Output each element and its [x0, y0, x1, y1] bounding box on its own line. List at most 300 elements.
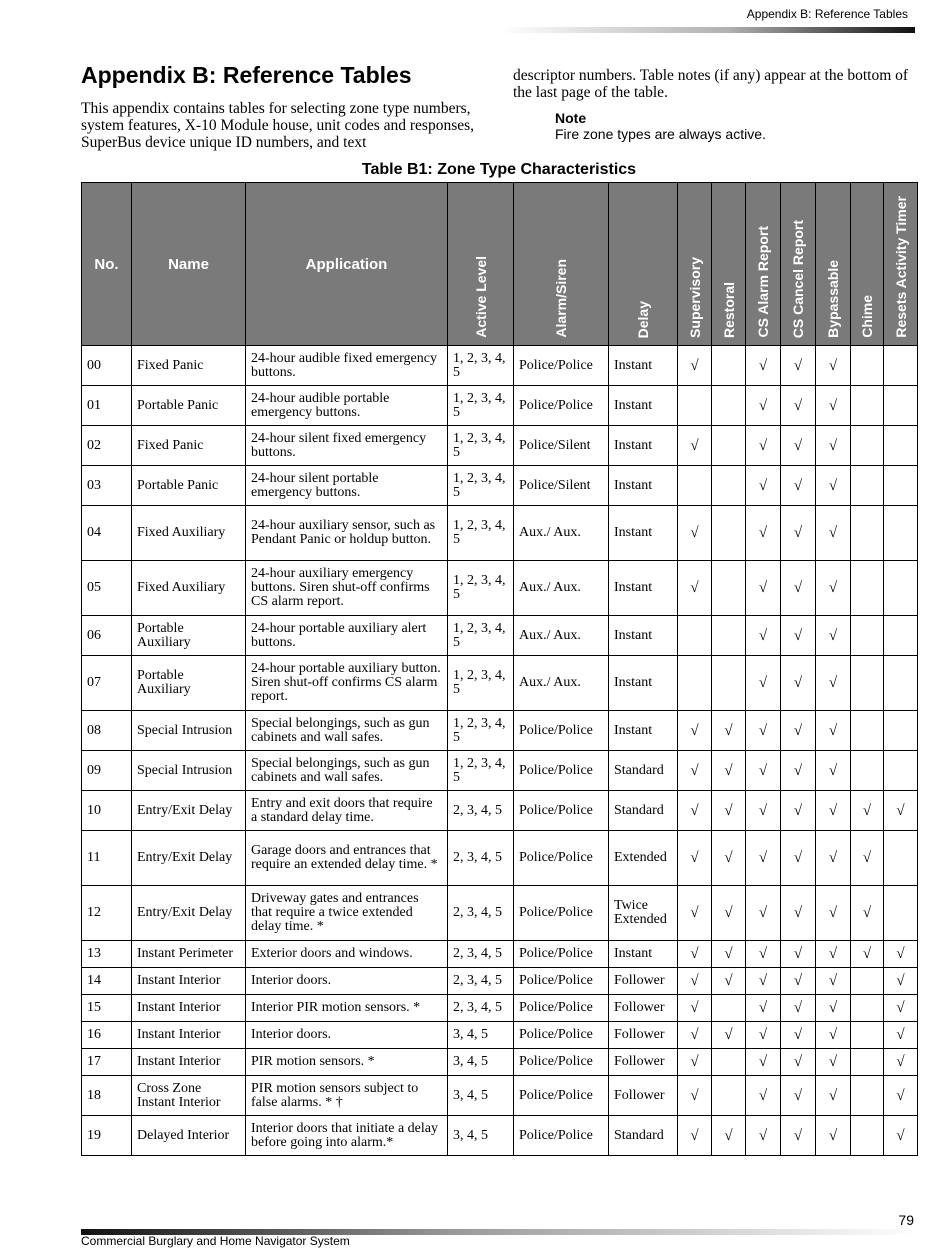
cell-chime [851, 886, 884, 941]
cell-chime [851, 656, 884, 711]
check-mark-icon: √ [793, 357, 803, 374]
cell-cs-cancel-report [781, 968, 816, 995]
cell-bypassable [816, 346, 851, 386]
check-mark-icon: √ [828, 437, 838, 454]
cell-supervisory [678, 1049, 712, 1076]
table-row [82, 346, 918, 386]
check-mark-icon: √ [896, 973, 905, 989]
check-mark-icon: √ [690, 1127, 699, 1144]
cell-no: 18 [82, 1076, 132, 1116]
check-mark-icon: √ [828, 675, 838, 691]
cell-cs-alarm-report [746, 968, 781, 995]
cell-active-level: 3, 4, 5 [448, 1076, 514, 1116]
cell-resets-activity-timer [884, 1022, 918, 1049]
check-mark-icon: √ [862, 850, 872, 866]
cell-active-level: 2, 3, 4, 5 [448, 995, 514, 1022]
check-mark-icon: √ [690, 850, 699, 866]
cell-cs-alarm-report [746, 941, 781, 968]
cell-active-level: 1, 2, 3, 4, 5 [448, 506, 514, 561]
table-row [82, 656, 918, 711]
cell-bypassable [816, 886, 851, 941]
cell-name: Fixed Auxiliary [132, 506, 246, 561]
cell-restoral [712, 1022, 746, 1049]
cell-cs-cancel-report [781, 426, 816, 466]
cell-name: Instant Interior [132, 995, 246, 1022]
check-mark-icon: √ [793, 905, 803, 921]
cell-cs-alarm-report [746, 506, 781, 561]
check-mark-icon: √ [724, 1127, 733, 1144]
cell-chime [851, 1116, 884, 1156]
cell-cs-alarm-report [746, 561, 781, 616]
cell-resets-activity-timer [884, 616, 918, 656]
cell-bypassable [816, 995, 851, 1022]
cell-alarm-siren: Police/Police [514, 751, 609, 791]
cell-delay: Instant [609, 616, 678, 656]
cell-resets-activity-timer [884, 1116, 918, 1156]
check-mark-icon: √ [690, 722, 699, 739]
cell-bypassable [816, 616, 851, 656]
cell-name: Portable Auxiliary [132, 616, 246, 656]
cell-resets-activity-timer [884, 791, 918, 831]
cell-bypassable [816, 941, 851, 968]
cell-cs-cancel-report [781, 995, 816, 1022]
table-row [82, 711, 918, 751]
cell-chime [851, 831, 884, 886]
check-mark-icon: √ [896, 1000, 905, 1016]
cell-alarm-siren: Police/Police [514, 346, 609, 386]
cell-supervisory [678, 1022, 712, 1049]
cell-resets-activity-timer [884, 466, 918, 506]
check-mark-icon: √ [896, 1027, 905, 1043]
cell-application: Interior doors that initiate a delay before going into alarm.* [246, 1116, 448, 1156]
col-header-restoral-label: Restoral [720, 281, 737, 338]
cell-cs-cancel-report [781, 886, 816, 941]
cell-delay: Extended [609, 831, 678, 886]
cell-name: Fixed Panic [132, 346, 246, 386]
cell-name: Instant Interior [132, 1022, 246, 1049]
table-body [82, 346, 918, 1156]
cell-supervisory [678, 1076, 712, 1116]
check-mark-icon: √ [828, 525, 838, 541]
col-header-chime-label: Chime [859, 295, 875, 338]
table-row [82, 968, 918, 995]
cell-no: 00 [82, 346, 132, 386]
cell-resets-activity-timer [884, 995, 918, 1022]
check-mark-icon: √ [828, 580, 838, 596]
cell-supervisory [678, 995, 712, 1022]
check-mark-icon: √ [758, 802, 768, 819]
cell-no: 07 [82, 656, 132, 711]
cell-chime [851, 466, 884, 506]
cell-bypassable [816, 1116, 851, 1156]
cell-cs-cancel-report [781, 831, 816, 886]
cell-name: Special Intrusion [132, 711, 246, 751]
col-header-resets-activity-timer-label: Resets Activity Timer [892, 196, 909, 338]
intro-paragraph-right: descriptor numbers. Table notes (if any) appear at the bottom of the last page of the table. [513, 67, 909, 101]
cell-application: 24-hour audible portable emergency buttons. [246, 386, 448, 426]
check-mark-icon: √ [758, 627, 768, 644]
cell-active-level: 3, 4, 5 [448, 1049, 514, 1076]
cell-bypassable [816, 1022, 851, 1049]
cell-cs-cancel-report [781, 656, 816, 711]
cell-chime [851, 1022, 884, 1049]
cell-no: 16 [82, 1022, 132, 1049]
cell-application: Interior PIR motion sensors. * [246, 995, 448, 1022]
check-mark-icon: √ [724, 946, 733, 962]
cell-cs-alarm-report [746, 656, 781, 711]
cell-delay: Standard [609, 791, 678, 831]
cell-active-level: 1, 2, 3, 4, 5 [448, 386, 514, 426]
cell-chime [851, 561, 884, 616]
cell-cs-cancel-report [781, 506, 816, 561]
check-mark-icon: √ [758, 525, 768, 541]
cell-restoral [712, 886, 746, 941]
cell-supervisory [678, 751, 712, 791]
cell-bypassable [816, 426, 851, 466]
cell-application: Interior doors. [246, 1022, 448, 1049]
check-mark-icon: √ [690, 905, 699, 921]
cell-cs-alarm-report [746, 831, 781, 886]
cell-application: Special belongings, such as gun cabinets and wall safes. [246, 751, 448, 791]
cell-bypassable [816, 386, 851, 426]
cell-bypassable [816, 1049, 851, 1076]
col-header-active-level-label: Active Level [472, 256, 489, 338]
table-row [82, 941, 918, 968]
cell-restoral [712, 386, 746, 426]
cell-no: 19 [82, 1116, 132, 1156]
cell-name: Entry/Exit Delay [132, 886, 246, 941]
note-heading: Note [555, 110, 587, 126]
check-mark-icon: √ [724, 1027, 733, 1043]
cell-alarm-siren: Aux./ Aux. [514, 616, 609, 656]
cell-application: 24-hour portable auxiliary alert buttons. [246, 616, 448, 656]
cell-no: 01 [82, 386, 132, 426]
check-mark-icon: √ [828, 1027, 838, 1043]
cell-resets-activity-timer [884, 346, 918, 386]
cell-cs-cancel-report [781, 711, 816, 751]
col-header-alarm-siren [514, 183, 609, 346]
cell-restoral [712, 941, 746, 968]
cell-cs-cancel-report [781, 791, 816, 831]
check-mark-icon: √ [793, 802, 803, 819]
cell-cs-cancel-report [781, 616, 816, 656]
cell-supervisory [678, 616, 712, 656]
cell-restoral [712, 1049, 746, 1076]
cell-active-level: 1, 2, 3, 4, 5 [448, 656, 514, 711]
cell-bypassable [816, 1076, 851, 1116]
cell-resets-activity-timer [884, 711, 918, 751]
cell-cs-alarm-report [746, 1116, 781, 1156]
cell-delay: Follower [609, 1049, 678, 1076]
cell-active-level: 2, 3, 4, 5 [448, 941, 514, 968]
check-mark-icon: √ [758, 762, 768, 779]
cell-cs-cancel-report [781, 466, 816, 506]
cell-bypassable [816, 751, 851, 791]
cell-resets-activity-timer [884, 886, 918, 941]
cell-delay: Instant [609, 506, 678, 561]
cell-alarm-siren: Aux./ Aux. [514, 506, 609, 561]
check-mark-icon: √ [758, 722, 768, 739]
col-header-application: Application [246, 183, 448, 346]
note-text: Fire zone types are always active. [555, 126, 766, 142]
cell-alarm-siren: Police/Silent [514, 466, 609, 506]
cell-cs-alarm-report [746, 616, 781, 656]
cell-application: 24-hour auxiliary sensor, such as Pendant Panic or holdup button. [246, 506, 448, 561]
cell-name: Portable Panic [132, 466, 246, 506]
check-mark-icon: √ [793, 675, 803, 691]
cell-resets-activity-timer [884, 1076, 918, 1116]
cell-chime [851, 995, 884, 1022]
check-mark-icon: √ [793, 1000, 803, 1016]
check-mark-icon: √ [793, 1027, 803, 1043]
cell-cs-cancel-report [781, 1116, 816, 1156]
cell-chime [851, 506, 884, 561]
col-header-cs-alarm-report [746, 183, 781, 346]
cell-bypassable [816, 506, 851, 561]
check-mark-icon: √ [758, 1087, 768, 1104]
cell-supervisory [678, 506, 712, 561]
cell-cs-alarm-report [746, 346, 781, 386]
cell-supervisory [678, 426, 712, 466]
cell-alarm-siren: Police/Police [514, 886, 609, 941]
cell-application: 24-hour silent fixed emergency buttons. [246, 426, 448, 466]
check-mark-icon: √ [828, 850, 838, 866]
cell-cs-alarm-report [746, 386, 781, 426]
cell-no: 10 [82, 791, 132, 831]
check-mark-icon: √ [793, 1054, 803, 1070]
note-box [555, 110, 766, 142]
cell-alarm-siren: Police/Police [514, 941, 609, 968]
cell-active-level: 3, 4, 5 [448, 1116, 514, 1156]
cell-supervisory [678, 968, 712, 995]
check-mark-icon: √ [724, 802, 733, 819]
table-caption: Table B1: Zone Type Characteristics [361, 161, 637, 178]
cell-restoral [712, 561, 746, 616]
page-number: 79 [898, 1212, 914, 1228]
check-mark-icon: √ [724, 905, 733, 921]
cell-delay: Follower [609, 995, 678, 1022]
cell-supervisory [678, 346, 712, 386]
cell-delay: Instant [609, 711, 678, 751]
cell-chime [851, 1076, 884, 1116]
check-mark-icon: √ [724, 973, 733, 989]
table-row [82, 1116, 918, 1156]
cell-no: 15 [82, 995, 132, 1022]
col-header-restoral [712, 183, 746, 346]
cell-active-level: 2, 3, 4, 5 [448, 791, 514, 831]
cell-delay: Instant [609, 386, 678, 426]
col-header-active-level [448, 183, 514, 346]
table-row [82, 1076, 918, 1116]
check-mark-icon: √ [828, 973, 838, 989]
cell-resets-activity-timer [884, 1049, 918, 1076]
cell-chime [851, 346, 884, 386]
cell-active-level: 1, 2, 3, 4, 5 [448, 426, 514, 466]
check-mark-icon: √ [690, 1027, 699, 1043]
cell-chime [851, 386, 884, 426]
cell-bypassable [816, 968, 851, 995]
check-mark-icon: √ [828, 905, 838, 921]
cell-delay: Standard [609, 751, 678, 791]
cell-cs-alarm-report [746, 791, 781, 831]
cell-no: 08 [82, 711, 132, 751]
check-mark-icon: √ [758, 437, 768, 454]
cell-alarm-siren: Police/Police [514, 1116, 609, 1156]
table-row [82, 1022, 918, 1049]
cell-application: Garage doors and entrances that require an extended delay time. * [246, 831, 448, 886]
cell-cs-alarm-report [746, 466, 781, 506]
check-mark-icon: √ [828, 1054, 838, 1070]
cell-delay: Instant [609, 561, 678, 616]
col-header-no: No. [82, 183, 132, 346]
check-mark-icon: √ [828, 946, 838, 962]
cell-chime [851, 751, 884, 791]
cell-supervisory [678, 941, 712, 968]
col-header-delay [609, 183, 678, 346]
cell-application: 24-hour auxiliary emergency buttons. Siren shut-off confirms CS alarm report. [246, 561, 448, 616]
cell-no: 06 [82, 616, 132, 656]
cell-cs-cancel-report [781, 1076, 816, 1116]
cell-cs-alarm-report [746, 1076, 781, 1116]
cell-application: 24-hour portable auxiliary button. Siren shut-off confirms CS alarm report. [246, 656, 448, 711]
table-row [82, 386, 918, 426]
cell-name: Fixed Panic [132, 426, 246, 466]
col-header-supervisory [678, 183, 712, 346]
check-mark-icon: √ [828, 627, 838, 644]
table-row [82, 466, 918, 506]
cell-no: 03 [82, 466, 132, 506]
check-mark-icon: √ [758, 477, 768, 494]
col-header-cs-cancel-report-label: CS Cancel Report [790, 219, 806, 338]
cell-alarm-siren: Police/Silent [514, 426, 609, 466]
cell-cs-alarm-report [746, 1022, 781, 1049]
cell-restoral [712, 466, 746, 506]
col-header-cs-alarm-report-label: CS Alarm Report [755, 226, 771, 338]
check-mark-icon: √ [828, 1127, 838, 1144]
cell-name: Fixed Auxiliary [132, 561, 246, 616]
check-mark-icon: √ [690, 1087, 699, 1104]
check-mark-icon: √ [724, 722, 733, 739]
check-mark-icon: √ [758, 946, 768, 962]
check-mark-icon: √ [690, 357, 699, 374]
cell-application: Driveway gates and entrances that require a twice extended delay time. * [246, 886, 448, 941]
cell-cs-cancel-report [781, 1049, 816, 1076]
cell-resets-activity-timer [884, 426, 918, 466]
cell-delay: Follower [609, 1076, 678, 1116]
check-mark-icon: √ [690, 437, 699, 454]
cell-restoral [712, 426, 746, 466]
cell-delay: Follower [609, 1022, 678, 1049]
check-mark-icon: √ [758, 850, 768, 866]
check-mark-icon: √ [690, 1000, 699, 1016]
cell-application: PIR motion sensors subject to false alarms. * † [246, 1076, 448, 1116]
cell-name: Instant Interior [132, 968, 246, 995]
cell-active-level: 1, 2, 3, 4, 5 [448, 751, 514, 791]
cell-delay: Standard [609, 1116, 678, 1156]
cell-delay: Instant [609, 656, 678, 711]
cell-supervisory [678, 1116, 712, 1156]
cell-bypassable [816, 561, 851, 616]
cell-alarm-siren: Police/Police [514, 1076, 609, 1116]
check-mark-icon: √ [690, 1054, 699, 1070]
table-row [82, 831, 918, 886]
cell-application: Exterior doors and windows. [246, 941, 448, 968]
cell-delay: Follower [609, 968, 678, 995]
check-mark-icon: √ [793, 722, 803, 739]
col-header-chime [851, 183, 884, 346]
check-mark-icon: √ [758, 580, 768, 596]
check-mark-icon: √ [758, 973, 768, 989]
check-mark-icon: √ [828, 477, 838, 494]
cell-active-level: 1, 2, 3, 4, 5 [448, 616, 514, 656]
cell-restoral [712, 1076, 746, 1116]
cell-application: Entry and exit doors that require a standard delay time. [246, 791, 448, 831]
cell-application: 24-hour silent portable emergency buttons. [246, 466, 448, 506]
check-mark-icon: √ [793, 397, 803, 414]
cell-alarm-siren: Aux./ Aux. [514, 656, 609, 711]
cell-cs-cancel-report [781, 941, 816, 968]
cell-resets-activity-timer [884, 941, 918, 968]
cell-name: Cross Zone Instant Interior [132, 1076, 246, 1116]
check-mark-icon: √ [690, 525, 699, 541]
col-header-resets-activity-timer [884, 183, 918, 346]
cell-no: 02 [82, 426, 132, 466]
check-mark-icon: √ [793, 580, 803, 596]
page-title: Appendix B: Reference Tables [81, 62, 412, 88]
cell-alarm-siren: Police/Police [514, 386, 609, 426]
cell-application: Special belongings, such as gun cabinets and wall safes. [246, 711, 448, 751]
table-row [82, 995, 918, 1022]
check-mark-icon: √ [793, 946, 803, 962]
table-header-row [82, 183, 918, 346]
cell-resets-activity-timer [884, 751, 918, 791]
check-mark-icon: √ [896, 1127, 905, 1144]
table-row [82, 1049, 918, 1076]
check-mark-icon: √ [724, 850, 733, 866]
cell-resets-activity-timer [884, 506, 918, 561]
cell-active-level: 2, 3, 4, 5 [448, 886, 514, 941]
cell-alarm-siren: Police/Police [514, 968, 609, 995]
zone-type-table [81, 182, 918, 1156]
cell-resets-activity-timer [884, 386, 918, 426]
check-mark-icon: √ [758, 1127, 768, 1144]
check-mark-icon: √ [758, 1027, 768, 1043]
col-header-name: Name [132, 183, 246, 346]
check-mark-icon: √ [828, 357, 838, 374]
cell-chime [851, 1049, 884, 1076]
cell-no: 11 [82, 831, 132, 886]
table-row [82, 616, 918, 656]
cell-supervisory [678, 886, 712, 941]
cell-cs-alarm-report [746, 886, 781, 941]
cell-restoral [712, 995, 746, 1022]
check-mark-icon: √ [690, 946, 699, 962]
check-mark-icon: √ [862, 946, 872, 962]
cell-bypassable [816, 656, 851, 711]
cell-delay: Instant [609, 466, 678, 506]
cell-active-level: 1, 2, 3, 4, 5 [448, 711, 514, 751]
cell-cs-cancel-report [781, 386, 816, 426]
check-mark-icon: √ [862, 905, 872, 921]
cell-resets-activity-timer [884, 968, 918, 995]
running-header: Appendix B: Reference Tables [746, 7, 908, 21]
check-mark-icon: √ [862, 802, 872, 819]
cell-no: 13 [82, 941, 132, 968]
cell-alarm-siren: Police/Police [514, 1022, 609, 1049]
col-header-bypassable-label: Bypassable [825, 260, 841, 338]
cell-alarm-siren: Police/Police [514, 831, 609, 886]
col-header-bypassable [816, 183, 851, 346]
